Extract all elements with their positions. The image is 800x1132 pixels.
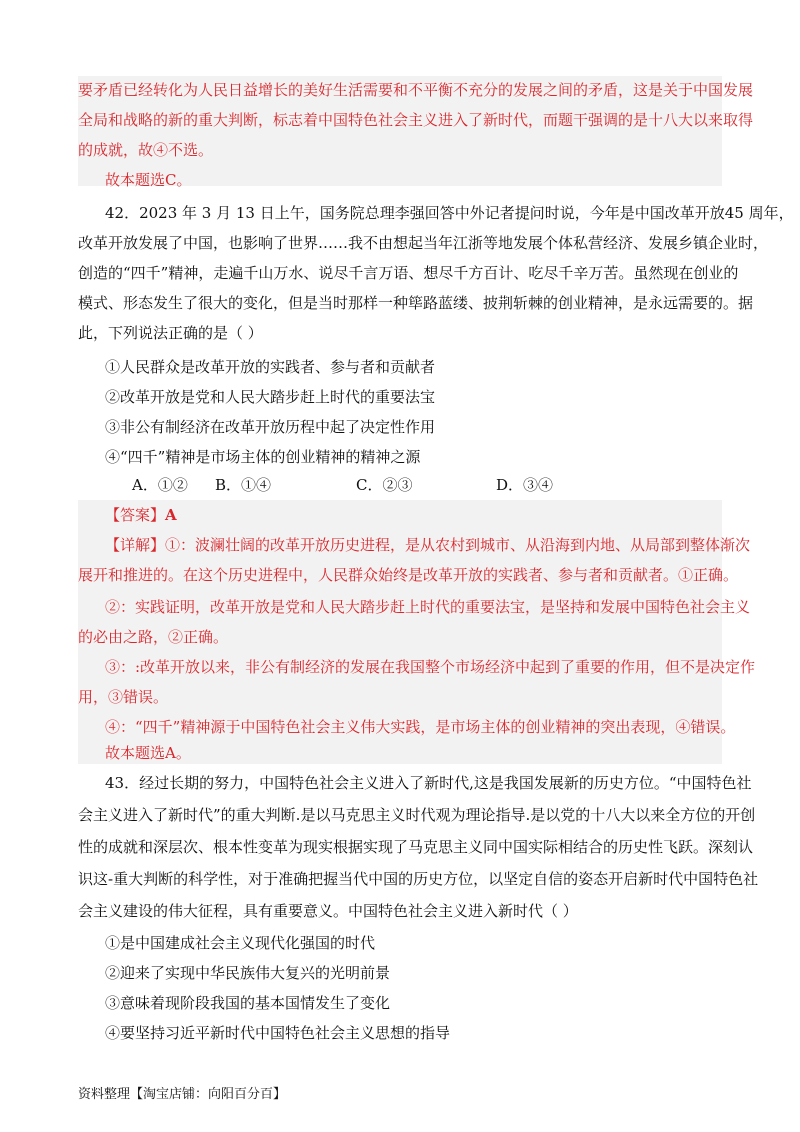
q43-stem-line: 识这-重大判断的科学性，对于准确把握当代中国的历史方位，以坚定自信的姿态开启新时代中国特色社 <box>78 870 759 888</box>
q42-detail-line: ②：实践证明，改革开放是党和人民大踏步赶上时代的重要法宝，是坚持和发展中国特色社会主义 <box>105 598 751 616</box>
q42-detail-line: 用，③错误。 <box>78 688 169 706</box>
q43-stem-line: 性的成就和深层次、根本性变革为现实根据实现了马克思主义同中国实际相结合的历史性飞跃。深刻认 <box>78 838 754 856</box>
q42-option-c: C．②③ <box>356 476 413 494</box>
q43-statement-3: ③意味着现阶段我国的基本国情发生了变化 <box>105 994 391 1012</box>
q43-statement-4: ④要坚持习近平新时代中国特色社会主义思想的指导 <box>105 1024 451 1042</box>
q42-stem-line: 模式、形态发生了很大的变化，但是当时那样一种筚路蓝缕、披荆斩棘的创业精神，是永远需要的。据 <box>78 294 754 312</box>
q42-detail-line: 展开和推进的。在这个历史进程中，人民群众始终是改革开放的实践者、参与者和贡献者。①正确。 <box>78 566 739 584</box>
q42-stem-line: 改革开放发展了中国，也影响了世界……我不由想起当年江浙等地发展个体私营经济、发展乡镇企业时， <box>78 234 769 252</box>
q43-statement-2: ②迎来了实现中华民族伟大复兴的光明前景 <box>105 964 391 982</box>
q42-stem-line: 此，下列说法正确的是（ ） <box>78 324 263 342</box>
q42-statement-2: ②改革开放是党和人民大踏步赶上时代的重要法宝 <box>105 388 436 406</box>
q43-stem-line: 会主义进入了新时代”的重大判断.是以马克思主义时代观为理论指导.是以党的十八大以来全方位的开创 <box>78 806 756 824</box>
prev-answer-line: 的成就，故④不选。 <box>78 141 214 159</box>
prev-answer-line: 要矛盾已经转化为人民日益增长的美好生活需要和不平衡不充分的发展之间的矛盾，这是关于中国发展 <box>78 81 754 99</box>
q42-stem-line: 42．2023 年 3 月 13 日上午，国务院总理李强回答中外记者提问时说，今年是中国改革开放45 周年， <box>105 204 794 222</box>
q42-detail-line: ③：:改革开放以来，非公有制经济的发展在我国整个市场经济中起到了重要的作用，但不是决定作 <box>105 658 756 676</box>
q42-stem-line: 创造的“四千”精神，走遍千山万水、说尽千言万语、想尽千方百计、吃尽千辛万苦。虽然现在创业的 <box>78 264 739 282</box>
q42-conclusion: 故本题选A。 <box>105 744 191 762</box>
q42-detail-line <box>105 535 751 555</box>
q42-statement-3: ③非公有制经济在改革开放历程中起了决定性作用 <box>105 418 436 436</box>
q42-option-b: B．①④ <box>215 476 272 494</box>
detail-label: 【详解】 <box>105 536 166 554</box>
q43-stem-line: 43．经过长期的努力，中国特色社会主义进入了新时代,这是我国发展新的历史方位。“中国特色社 <box>105 774 752 792</box>
q42-statement-1: ①人民群众是改革开放的实践者、参与者和贡献者 <box>105 358 436 376</box>
answer-label: 【答案】 <box>105 506 166 524</box>
prev-answer-conclusion: 故本题选C。 <box>105 171 192 189</box>
q42-option-d: D．③④ <box>496 476 554 494</box>
answer-value: A <box>165 506 177 524</box>
q43-statement-1: ①是中国建成社会主义现代化强国的时代 <box>105 934 376 952</box>
q42-option-a: A．①② <box>132 476 188 494</box>
q43-stem-line: 会主义建设的伟大征程，具有重要意义。中国特色社会主义进入新时代（ ） <box>78 902 578 920</box>
page-footer: 资料整理【淘宝店铺：向阳百分百】 <box>78 1087 287 1102</box>
q42-detail-line: ④：“四千”精神源于中国特色社会主义伟大实践，是市场主体的创业精神的突出表现，④错误。 <box>105 718 736 736</box>
prev-answer-line: 全局和战略的新的重大判断，标志着中国特色社会主义进入了新时代，而题干强调的是十八大以来取得 <box>78 111 754 129</box>
q42-answer <box>105 505 749 525</box>
q42-statement-4: ④“四千”精神是市场主体的创业精神的精神之源 <box>105 448 421 466</box>
detail-text: ①：波澜壮阔的改革开放历史进程，是从农村到城市、从沿海到内地、从局部到整体渐次 <box>165 536 751 554</box>
q42-detail-line: 的必由之路，②正确。 <box>78 628 229 646</box>
